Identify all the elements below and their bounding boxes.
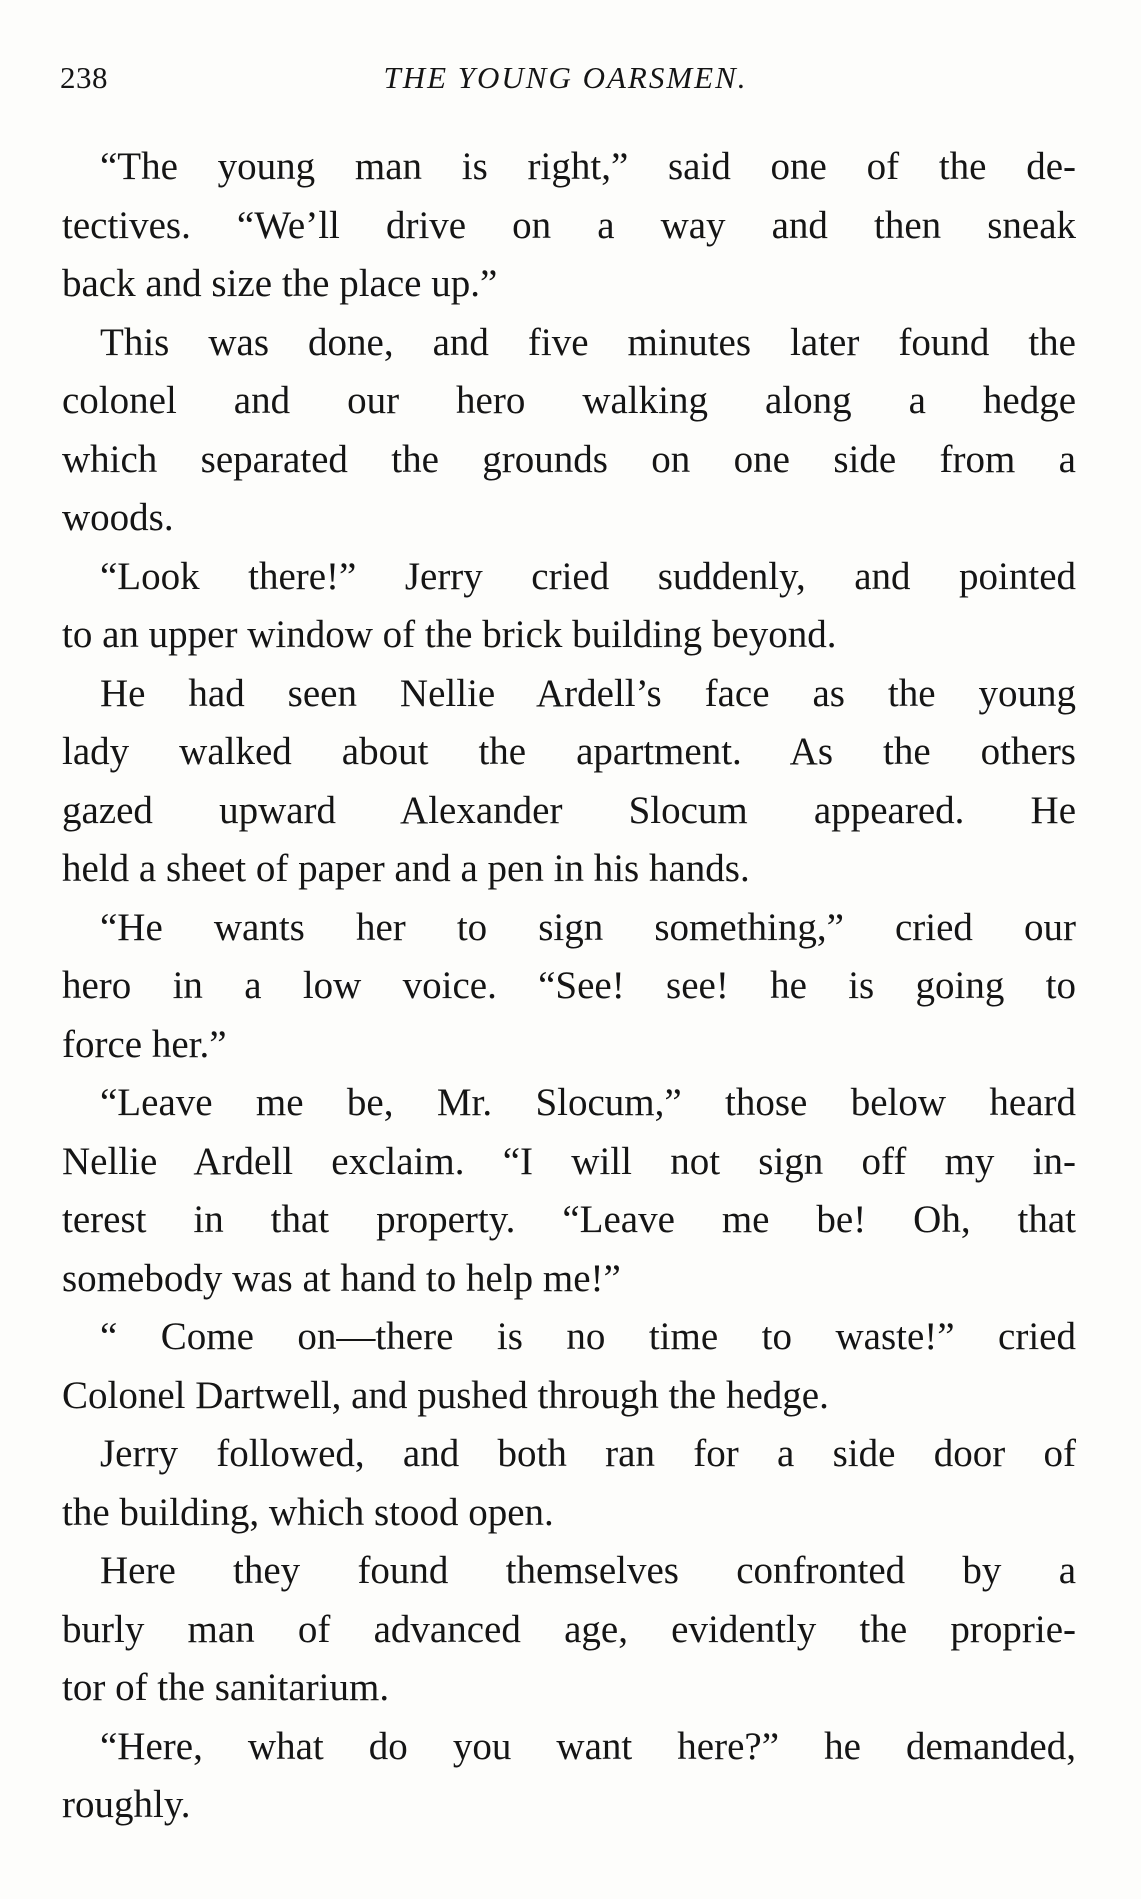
text-line: back and size the place up.” [62, 262, 498, 305]
paragraph [62, 665, 1076, 899]
paragraph [62, 1074, 1076, 1308]
text-line: woods. [62, 496, 174, 539]
paragraph [62, 1308, 1076, 1425]
text-line: Colonel Dartwell, and pushed through the hedge. [62, 1373, 829, 1417]
paragraph [62, 1542, 1076, 1718]
text-line: Jerry followed, and both ran for a side door of [100, 1432, 1076, 1475]
text-line: This was done, and five minutes later found the [100, 320, 1076, 364]
text-line: colonel and our hero walking along a hedge [62, 379, 1076, 422]
paragraph [62, 1425, 1076, 1542]
text-line: the building, which stood open. [62, 1490, 554, 1534]
text-line: “He wants her to sign something,” cried our [100, 905, 1076, 949]
text-line: Nellie Ardell exclaim. “I will not sign off my in- [62, 1139, 1076, 1183]
text-line: “Here, what do you want here?” he demanded, [100, 1724, 1076, 1768]
text-line: “Leave me be, Mr. Slocum,” those below heard [100, 1081, 1076, 1124]
text-line: force her.” [62, 1022, 227, 1066]
text-line: gazed upward Alexander Slocum appeared. He [62, 788, 1076, 832]
paragraph [62, 899, 1076, 1075]
paragraph [62, 548, 1076, 665]
text-line: lady walked about the apartment. As the others [62, 730, 1076, 773]
text-line: tectives. “We’ll drive on a way and then sneak [62, 203, 1076, 247]
text-line: somebody was at hand to help me!” [62, 1256, 621, 1300]
page-header [60, 58, 1071, 98]
text-line: “Look there!” Jerry cried suddenly, and pointed [100, 554, 1076, 598]
text-line: which separated the grounds on one side from a [62, 437, 1076, 481]
text-line: burly man of advanced age, evidently the proprie- [62, 1607, 1076, 1651]
text-line: roughly. [62, 1783, 191, 1826]
text-line: held a sheet of paper and a pen in his hands. [62, 847, 750, 890]
page-number: 238 [60, 60, 108, 95]
paragraph [62, 314, 1076, 548]
body-text [62, 138, 1076, 1835]
text-line: tor of the sanitarium. [62, 1666, 390, 1709]
text-line: Here they found themselves confronted by a [100, 1549, 1076, 1592]
paragraph [62, 1718, 1076, 1835]
running-head: THE YOUNG OARSMEN. [383, 60, 748, 95]
text-line: “The young man is right,” said one of the de- [100, 145, 1076, 188]
text-line: hero in a low voice. “See! see! he is going to [62, 964, 1076, 1007]
text-line: terest in that property. “Leave me be! Oh, that [62, 1198, 1076, 1241]
text-line: to an upper window of the brick building beyond. [62, 613, 837, 656]
text-line: He had seen Nellie Ardell’s face as the young [100, 671, 1076, 715]
paragraph [62, 138, 1076, 314]
text-line: “ Come on—there is no time to waste!” cried [100, 1315, 1076, 1358]
